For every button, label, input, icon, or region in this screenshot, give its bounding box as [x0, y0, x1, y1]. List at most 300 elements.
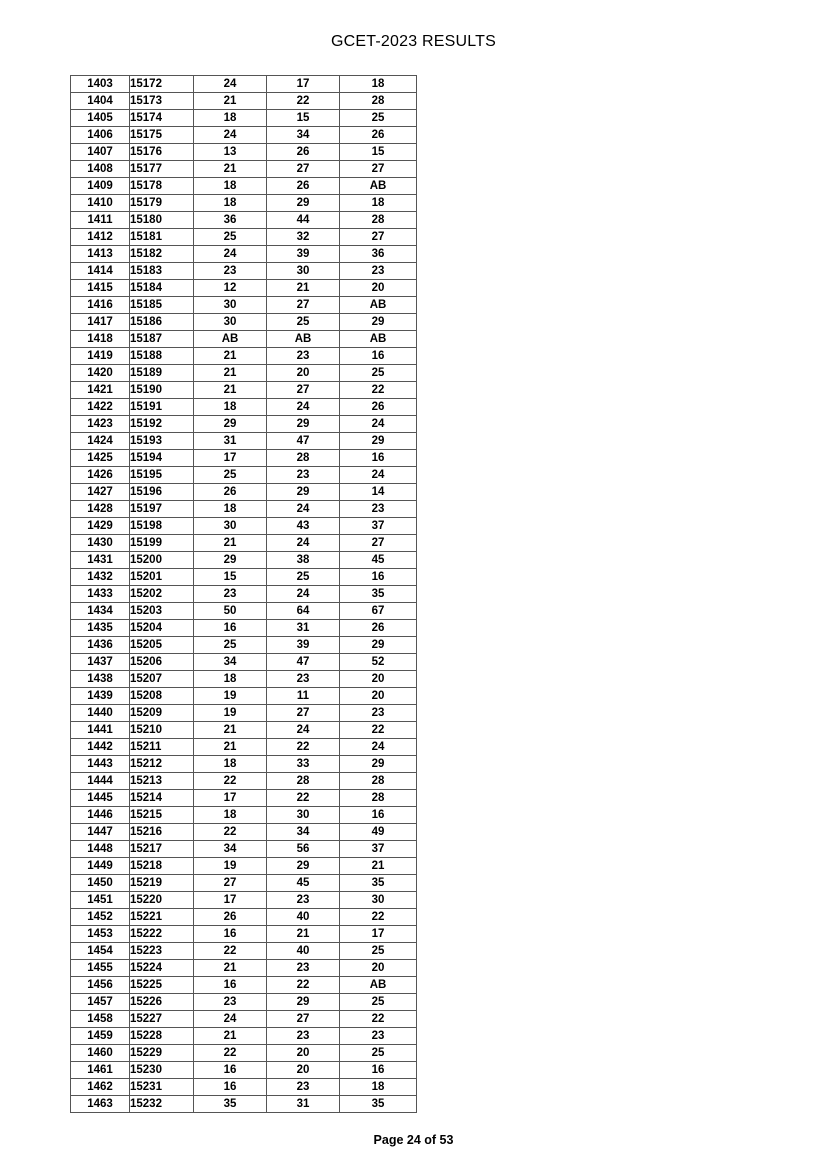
score-3-cell: 30 — [340, 892, 417, 909]
table-row — [71, 348, 417, 365]
score-1-cell: 34 — [194, 654, 267, 671]
score-1-cell: 13 — [194, 144, 267, 161]
score-2-cell: 25 — [267, 314, 340, 331]
score-3-cell: AB — [340, 297, 417, 314]
score-1-cell: 34 — [194, 841, 267, 858]
page-title: GCET-2023 RESULTS — [331, 33, 496, 50]
roll-number-cell: 15218 — [130, 858, 194, 875]
score-3-cell: 24 — [340, 739, 417, 756]
score-1-cell: 21 — [194, 93, 267, 110]
score-3-cell: 29 — [340, 756, 417, 773]
serial-number-cell: 1441 — [71, 722, 130, 739]
roll-number-cell: 15178 — [130, 178, 194, 195]
table-row — [71, 93, 417, 110]
table-row — [71, 314, 417, 331]
score-1-cell: 25 — [194, 637, 267, 654]
score-1-cell: 22 — [194, 943, 267, 960]
table-row — [71, 603, 417, 620]
score-3-cell: 49 — [340, 824, 417, 841]
roll-number-cell: 15208 — [130, 688, 194, 705]
score-3-cell: 20 — [340, 280, 417, 297]
score-1-cell: 21 — [194, 365, 267, 382]
score-2-cell: 47 — [267, 654, 340, 671]
serial-number-cell: 1443 — [71, 756, 130, 773]
score-2-cell: 22 — [267, 790, 340, 807]
table-row — [71, 586, 417, 603]
score-1-cell: 26 — [194, 909, 267, 926]
score-2-cell: 20 — [267, 365, 340, 382]
score-2-cell: 24 — [267, 501, 340, 518]
score-1-cell: 24 — [194, 127, 267, 144]
table-row — [71, 416, 417, 433]
serial-number-cell: 1435 — [71, 620, 130, 637]
score-3-cell: 24 — [340, 467, 417, 484]
table-row — [71, 484, 417, 501]
table-row — [71, 671, 417, 688]
score-3-cell: 28 — [340, 93, 417, 110]
score-1-cell: 24 — [194, 76, 267, 93]
serial-number-cell: 1423 — [71, 416, 130, 433]
score-3-cell: 23 — [340, 263, 417, 280]
table-row — [71, 195, 417, 212]
serial-number-cell: 1428 — [71, 501, 130, 518]
table-row — [71, 229, 417, 246]
score-2-cell: 22 — [267, 739, 340, 756]
score-1-cell: 17 — [194, 892, 267, 909]
score-1-cell: AB — [194, 331, 267, 348]
roll-number-cell: 15186 — [130, 314, 194, 331]
score-2-cell: 40 — [267, 909, 340, 926]
score-2-cell: 21 — [267, 280, 340, 297]
roll-number-cell: 15219 — [130, 875, 194, 892]
score-3-cell: 28 — [340, 790, 417, 807]
roll-number-cell: 15184 — [130, 280, 194, 297]
serial-number-cell: 1448 — [71, 841, 130, 858]
roll-number-cell: 15192 — [130, 416, 194, 433]
score-2-cell: 27 — [267, 161, 340, 178]
serial-number-cell: 1438 — [71, 671, 130, 688]
serial-number-cell: 1433 — [71, 586, 130, 603]
serial-number-cell: 1460 — [71, 1045, 130, 1062]
score-3-cell: 26 — [340, 127, 417, 144]
score-2-cell: 29 — [267, 994, 340, 1011]
table-row — [71, 501, 417, 518]
serial-number-cell: 1432 — [71, 569, 130, 586]
roll-number-cell: 15195 — [130, 467, 194, 484]
roll-number-cell: 15196 — [130, 484, 194, 501]
score-3-cell: 23 — [340, 1028, 417, 1045]
score-1-cell: 24 — [194, 246, 267, 263]
score-1-cell: 18 — [194, 756, 267, 773]
score-3-cell: 28 — [340, 212, 417, 229]
score-2-cell: 31 — [267, 620, 340, 637]
score-3-cell: 18 — [340, 76, 417, 93]
roll-number-cell: 15185 — [130, 297, 194, 314]
serial-number-cell: 1437 — [71, 654, 130, 671]
score-1-cell: 35 — [194, 1096, 267, 1113]
table-row — [71, 382, 417, 399]
score-3-cell: 16 — [340, 569, 417, 586]
table-row — [71, 620, 417, 637]
table-row — [71, 722, 417, 739]
roll-number-cell: 15216 — [130, 824, 194, 841]
score-2-cell: 11 — [267, 688, 340, 705]
score-3-cell: 24 — [340, 416, 417, 433]
table-row — [71, 773, 417, 790]
score-3-cell: 22 — [340, 382, 417, 399]
serial-number-cell: 1450 — [71, 875, 130, 892]
score-2-cell: 26 — [267, 178, 340, 195]
score-2-cell: 24 — [267, 399, 340, 416]
score-2-cell: 29 — [267, 858, 340, 875]
score-3-cell: AB — [340, 178, 417, 195]
serial-number-cell: 1409 — [71, 178, 130, 195]
serial-number-cell: 1407 — [71, 144, 130, 161]
serial-number-cell: 1449 — [71, 858, 130, 875]
table-row — [71, 960, 417, 977]
score-3-cell: 15 — [340, 144, 417, 161]
serial-number-cell: 1406 — [71, 127, 130, 144]
score-1-cell: 18 — [194, 807, 267, 824]
serial-number-cell: 1427 — [71, 484, 130, 501]
table-row — [71, 909, 417, 926]
roll-number-cell: 15173 — [130, 93, 194, 110]
score-1-cell: 36 — [194, 212, 267, 229]
table-row — [71, 875, 417, 892]
score-3-cell: 22 — [340, 909, 417, 926]
score-3-cell: 25 — [340, 943, 417, 960]
score-2-cell: 27 — [267, 705, 340, 722]
table-row — [71, 654, 417, 671]
serial-number-cell: 1416 — [71, 297, 130, 314]
score-1-cell: 26 — [194, 484, 267, 501]
score-1-cell: 18 — [194, 178, 267, 195]
score-2-cell: 31 — [267, 1096, 340, 1113]
score-1-cell: 19 — [194, 705, 267, 722]
score-2-cell: 20 — [267, 1062, 340, 1079]
table-row — [71, 144, 417, 161]
score-2-cell: 34 — [267, 127, 340, 144]
table-row — [71, 637, 417, 654]
score-1-cell: 17 — [194, 790, 267, 807]
serial-number-cell: 1419 — [71, 348, 130, 365]
score-3-cell: 35 — [340, 1096, 417, 1113]
serial-number-cell: 1420 — [71, 365, 130, 382]
score-1-cell: 21 — [194, 739, 267, 756]
score-2-cell: 28 — [267, 773, 340, 790]
table-row — [71, 943, 417, 960]
roll-number-cell: 15174 — [130, 110, 194, 127]
serial-number-cell: 1456 — [71, 977, 130, 994]
score-2-cell: 29 — [267, 416, 340, 433]
serial-number-cell: 1463 — [71, 1096, 130, 1113]
score-3-cell: 29 — [340, 314, 417, 331]
roll-number-cell: 15203 — [130, 603, 194, 620]
score-1-cell: 29 — [194, 552, 267, 569]
score-1-cell: 29 — [194, 416, 267, 433]
score-1-cell: 27 — [194, 875, 267, 892]
roll-number-cell: 15180 — [130, 212, 194, 229]
score-3-cell: AB — [340, 331, 417, 348]
serial-number-cell: 1455 — [71, 960, 130, 977]
roll-number-cell: 15179 — [130, 195, 194, 212]
serial-number-cell: 1447 — [71, 824, 130, 841]
table-row — [71, 331, 417, 348]
score-1-cell: 17 — [194, 450, 267, 467]
score-2-cell: 23 — [267, 960, 340, 977]
score-2-cell: 29 — [267, 484, 340, 501]
table-row — [71, 858, 417, 875]
roll-number-cell: 15190 — [130, 382, 194, 399]
score-1-cell: 21 — [194, 535, 267, 552]
serial-number-cell: 1412 — [71, 229, 130, 246]
table-row — [71, 1079, 417, 1096]
serial-number-cell: 1436 — [71, 637, 130, 654]
roll-number-cell: 15212 — [130, 756, 194, 773]
serial-number-cell: 1403 — [71, 76, 130, 93]
score-3-cell: 27 — [340, 161, 417, 178]
score-3-cell: 20 — [340, 688, 417, 705]
table-row — [71, 263, 417, 280]
score-1-cell: 18 — [194, 399, 267, 416]
score-3-cell: 67 — [340, 603, 417, 620]
table-row — [71, 246, 417, 263]
roll-number-cell: 15223 — [130, 943, 194, 960]
score-2-cell: 28 — [267, 450, 340, 467]
score-3-cell: 37 — [340, 518, 417, 535]
roll-number-cell: 15206 — [130, 654, 194, 671]
score-1-cell: 16 — [194, 926, 267, 943]
score-2-cell: 64 — [267, 603, 340, 620]
score-3-cell: AB — [340, 977, 417, 994]
score-2-cell: 39 — [267, 637, 340, 654]
score-3-cell: 25 — [340, 994, 417, 1011]
score-2-cell: 20 — [267, 1045, 340, 1062]
score-3-cell: 18 — [340, 195, 417, 212]
serial-number-cell: 1434 — [71, 603, 130, 620]
table-row — [71, 518, 417, 535]
table-row — [71, 705, 417, 722]
table-row — [71, 807, 417, 824]
table-row — [71, 756, 417, 773]
score-2-cell: 38 — [267, 552, 340, 569]
score-1-cell: 21 — [194, 348, 267, 365]
score-1-cell: 30 — [194, 314, 267, 331]
table-row — [71, 994, 417, 1011]
roll-number-cell: 15214 — [130, 790, 194, 807]
score-2-cell: 26 — [267, 144, 340, 161]
roll-number-cell: 15193 — [130, 433, 194, 450]
score-3-cell: 35 — [340, 875, 417, 892]
score-3-cell: 36 — [340, 246, 417, 263]
serial-number-cell: 1411 — [71, 212, 130, 229]
score-3-cell: 20 — [340, 671, 417, 688]
serial-number-cell: 1454 — [71, 943, 130, 960]
serial-number-cell: 1415 — [71, 280, 130, 297]
serial-number-cell: 1446 — [71, 807, 130, 824]
table-row — [71, 399, 417, 416]
score-1-cell: 30 — [194, 518, 267, 535]
roll-number-cell: 15215 — [130, 807, 194, 824]
roll-number-cell: 15191 — [130, 399, 194, 416]
score-3-cell: 37 — [340, 841, 417, 858]
serial-number-cell: 1442 — [71, 739, 130, 756]
serial-number-cell: 1405 — [71, 110, 130, 127]
score-2-cell: 40 — [267, 943, 340, 960]
table-row — [71, 1062, 417, 1079]
roll-number-cell: 15172 — [130, 76, 194, 93]
serial-number-cell: 1429 — [71, 518, 130, 535]
roll-number-cell: 15205 — [130, 637, 194, 654]
serial-number-cell: 1445 — [71, 790, 130, 807]
score-2-cell: 43 — [267, 518, 340, 535]
score-1-cell: 22 — [194, 1045, 267, 1062]
score-1-cell: 19 — [194, 688, 267, 705]
roll-number-cell: 15213 — [130, 773, 194, 790]
score-3-cell: 23 — [340, 501, 417, 518]
roll-number-cell: 15207 — [130, 671, 194, 688]
roll-number-cell: 15181 — [130, 229, 194, 246]
score-1-cell: 21 — [194, 960, 267, 977]
score-1-cell: 25 — [194, 229, 267, 246]
roll-number-cell: 15227 — [130, 1011, 194, 1028]
table-row — [71, 467, 417, 484]
roll-number-cell: 15211 — [130, 739, 194, 756]
table-row — [71, 1028, 417, 1045]
serial-number-cell: 1439 — [71, 688, 130, 705]
roll-number-cell: 15200 — [130, 552, 194, 569]
serial-number-cell: 1452 — [71, 909, 130, 926]
serial-number-cell: 1457 — [71, 994, 130, 1011]
table-row — [71, 297, 417, 314]
score-2-cell: 25 — [267, 569, 340, 586]
roll-number-cell: 15194 — [130, 450, 194, 467]
table-row — [71, 688, 417, 705]
serial-number-cell: 1440 — [71, 705, 130, 722]
serial-number-cell: 1426 — [71, 467, 130, 484]
score-2-cell: 15 — [267, 110, 340, 127]
table-row — [71, 280, 417, 297]
score-2-cell: 21 — [267, 926, 340, 943]
roll-number-cell: 15204 — [130, 620, 194, 637]
score-2-cell: 23 — [267, 1079, 340, 1096]
score-2-cell: 27 — [267, 297, 340, 314]
table-row — [71, 739, 417, 756]
roll-number-cell: 15202 — [130, 586, 194, 603]
serial-number-cell: 1410 — [71, 195, 130, 212]
roll-number-cell: 15189 — [130, 365, 194, 382]
table-row — [71, 892, 417, 909]
serial-number-cell: 1425 — [71, 450, 130, 467]
score-1-cell: 18 — [194, 671, 267, 688]
score-2-cell: 23 — [267, 467, 340, 484]
score-1-cell: 19 — [194, 858, 267, 875]
score-2-cell: 44 — [267, 212, 340, 229]
table-row — [71, 841, 417, 858]
roll-number-cell: 15209 — [130, 705, 194, 722]
roll-number-cell: 15183 — [130, 263, 194, 280]
table-row — [71, 824, 417, 841]
score-2-cell: 30 — [267, 807, 340, 824]
serial-number-cell: 1404 — [71, 93, 130, 110]
score-2-cell: 47 — [267, 433, 340, 450]
score-2-cell: 23 — [267, 892, 340, 909]
roll-number-cell: 15199 — [130, 535, 194, 552]
roll-number-cell: 15229 — [130, 1045, 194, 1062]
roll-number-cell: 15220 — [130, 892, 194, 909]
score-3-cell: 45 — [340, 552, 417, 569]
roll-number-cell: 15221 — [130, 909, 194, 926]
score-1-cell: 30 — [194, 297, 267, 314]
serial-number-cell: 1417 — [71, 314, 130, 331]
table-row — [71, 977, 417, 994]
roll-number-cell: 15188 — [130, 348, 194, 365]
results-table-body — [71, 76, 417, 1113]
score-2-cell: 33 — [267, 756, 340, 773]
score-2-cell: 23 — [267, 671, 340, 688]
serial-number-cell: 1431 — [71, 552, 130, 569]
score-1-cell: 50 — [194, 603, 267, 620]
roll-number-cell: 15230 — [130, 1062, 194, 1079]
score-2-cell: 22 — [267, 93, 340, 110]
score-3-cell: 25 — [340, 365, 417, 382]
serial-number-cell: 1414 — [71, 263, 130, 280]
roll-number-cell: 15222 — [130, 926, 194, 943]
score-1-cell: 16 — [194, 1062, 267, 1079]
score-3-cell: 16 — [340, 807, 417, 824]
score-2-cell: 56 — [267, 841, 340, 858]
table-row — [71, 450, 417, 467]
score-3-cell: 52 — [340, 654, 417, 671]
roll-number-cell: 15187 — [130, 331, 194, 348]
table-row — [71, 926, 417, 943]
score-1-cell: 18 — [194, 195, 267, 212]
table-row — [71, 161, 417, 178]
roll-number-cell: 15226 — [130, 994, 194, 1011]
table-row — [71, 178, 417, 195]
table-row — [71, 1096, 417, 1113]
score-1-cell: 21 — [194, 1028, 267, 1045]
table-row — [71, 790, 417, 807]
table-row — [71, 127, 417, 144]
score-1-cell: 16 — [194, 620, 267, 637]
serial-number-cell: 1408 — [71, 161, 130, 178]
score-3-cell: 26 — [340, 399, 417, 416]
roll-number-cell: 15232 — [130, 1096, 194, 1113]
score-2-cell: 22 — [267, 977, 340, 994]
roll-number-cell: 15175 — [130, 127, 194, 144]
score-3-cell: 27 — [340, 535, 417, 552]
score-2-cell: 34 — [267, 824, 340, 841]
score-3-cell: 29 — [340, 637, 417, 654]
roll-number-cell: 15197 — [130, 501, 194, 518]
serial-number-cell: 1418 — [71, 331, 130, 348]
score-3-cell: 18 — [340, 1079, 417, 1096]
score-3-cell: 29 — [340, 433, 417, 450]
score-3-cell: 22 — [340, 722, 417, 739]
score-3-cell: 14 — [340, 484, 417, 501]
score-1-cell: 21 — [194, 161, 267, 178]
roll-number-cell: 15177 — [130, 161, 194, 178]
score-3-cell: 21 — [340, 858, 417, 875]
roll-number-cell: 15210 — [130, 722, 194, 739]
score-2-cell: 27 — [267, 382, 340, 399]
score-3-cell: 27 — [340, 229, 417, 246]
table-row — [71, 433, 417, 450]
table-row — [71, 365, 417, 382]
table-row — [71, 76, 417, 93]
score-2-cell: 32 — [267, 229, 340, 246]
